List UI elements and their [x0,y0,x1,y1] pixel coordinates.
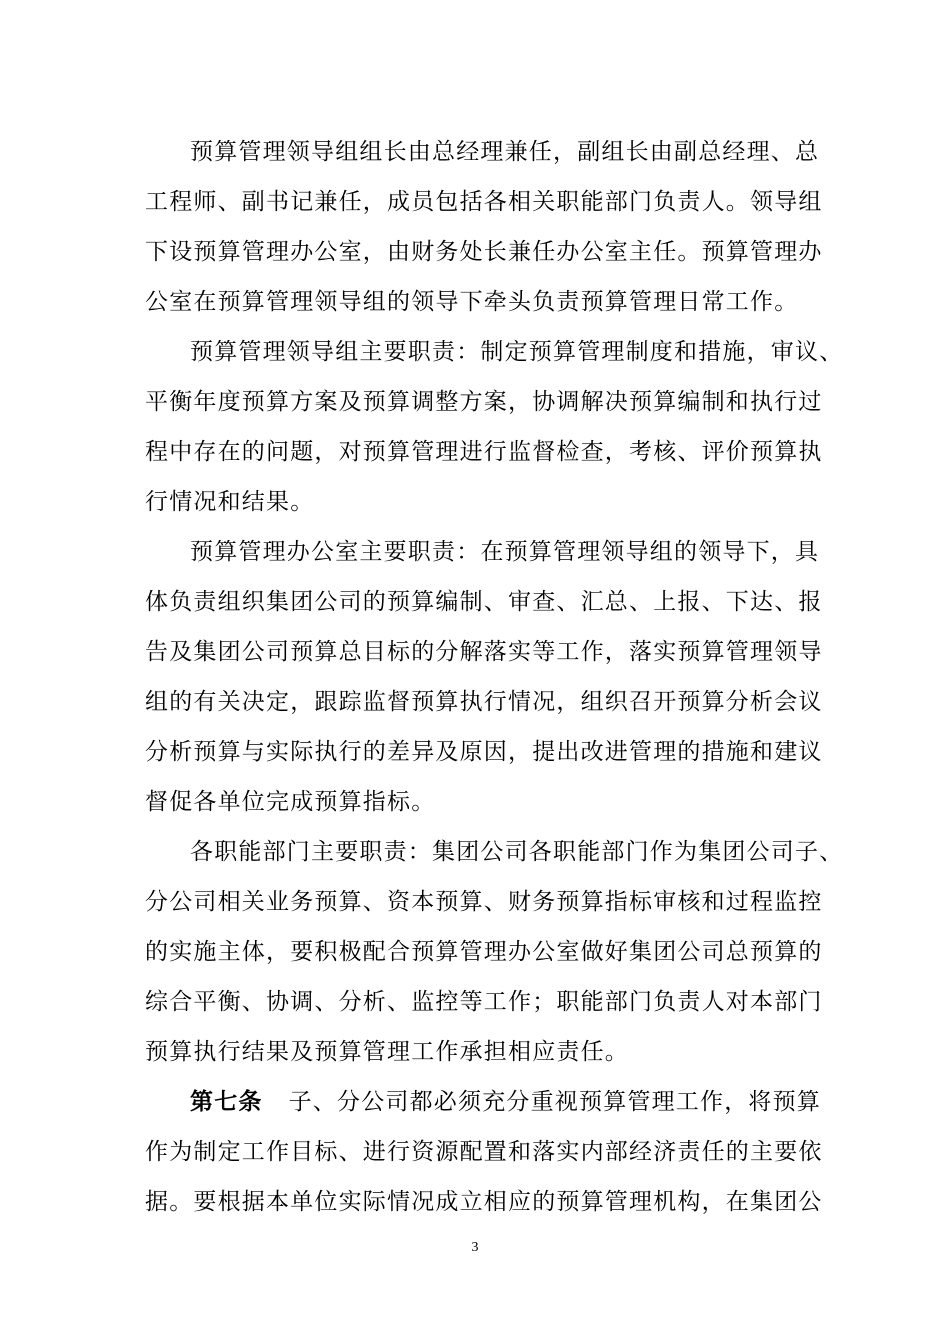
paragraph-3-line-6: 督促各单位完成预算指标。 [145,789,436,815]
paragraph-1-line-2: 工程师、副书记兼任，成员包括各相关职能部门负责人。领导组 [145,189,823,215]
paragraph-4-line-4: 综合平衡、协调、分析、监控等工作；职能部门负责人对本部门 [145,989,823,1015]
paragraph-5-line-3: 据。要根据本单位实际情况成立相应的预算管理机构，在集团公 [145,1189,823,1215]
paragraph-5-line-1 [190,1087,821,1117]
paragraph-3-line-5: 分析预算与实际执行的差异及原因，提出改进管理的措施和建议 [145,739,823,765]
paragraph-2-line-4: 行情况和结果。 [145,489,315,515]
paragraph-4-line-5: 预算执行结果及预算管理工作承担相应责任。 [145,1039,629,1065]
paragraph-3-line-1: 预算管理办公室主要职责：在预算管理领导组的领导下，具 [190,539,820,565]
paragraph-4-line-2: 分公司相关业务预算、资本预算、财务预算指标审核和过程监控 [145,889,823,915]
paragraph-1-line-1: 预算管理领导组组长由总经理兼任，副组长由副总经理、总 [190,139,820,165]
paragraph-4-line-1: 各职能部门主要职责：集团公司各职能部门作为集团公司子、 [190,839,844,865]
paragraph-5-line-2: 作为制定工作目标、进行资源配置和落实内部经济责任的主要依 [145,1139,823,1165]
paragraph-3-line-3: 告及集团公司预算总目标的分解落实等工作，落实预算管理领导 [145,639,823,665]
page-number: 3 [471,1240,479,1255]
paragraph-2-line-3: 程中存在的问题，对预算管理进行监督检查，考核、评价预算执 [145,439,823,465]
paragraph-2-line-2: 平衡年度预算方案及预算调整方案，协调解决预算编制和执行过 [145,389,823,415]
paragraph-4-line-3: 的实施主体，要积极配合预算管理办公室做好集团公司总预算的 [145,939,823,965]
paragraph-2-line-1: 预算管理领导组主要职责：制定预算管理制度和措施，审议、 [190,339,844,365]
article-text: 子、分公司都必须充分重视预算管理工作，将预算 [288,1089,822,1115]
paragraph-1-line-4: 公室在预算管理领导组的领导下牵头负责预算管理日常工作。 [145,289,799,315]
article-label: 第七条 [190,1088,263,1115]
paragraph-3-line-4: 组的有关决定，跟踪监督预算执行情况，组织召开预算分析会议 [145,689,823,715]
paragraph-3-line-2: 体负责组织集团公司的预算编制、审查、汇总、上报、下达、报 [145,589,823,615]
paragraph-1-line-3: 下设预算管理办公室，由财务处长兼任办公室主任。预算管理办 [145,239,823,265]
